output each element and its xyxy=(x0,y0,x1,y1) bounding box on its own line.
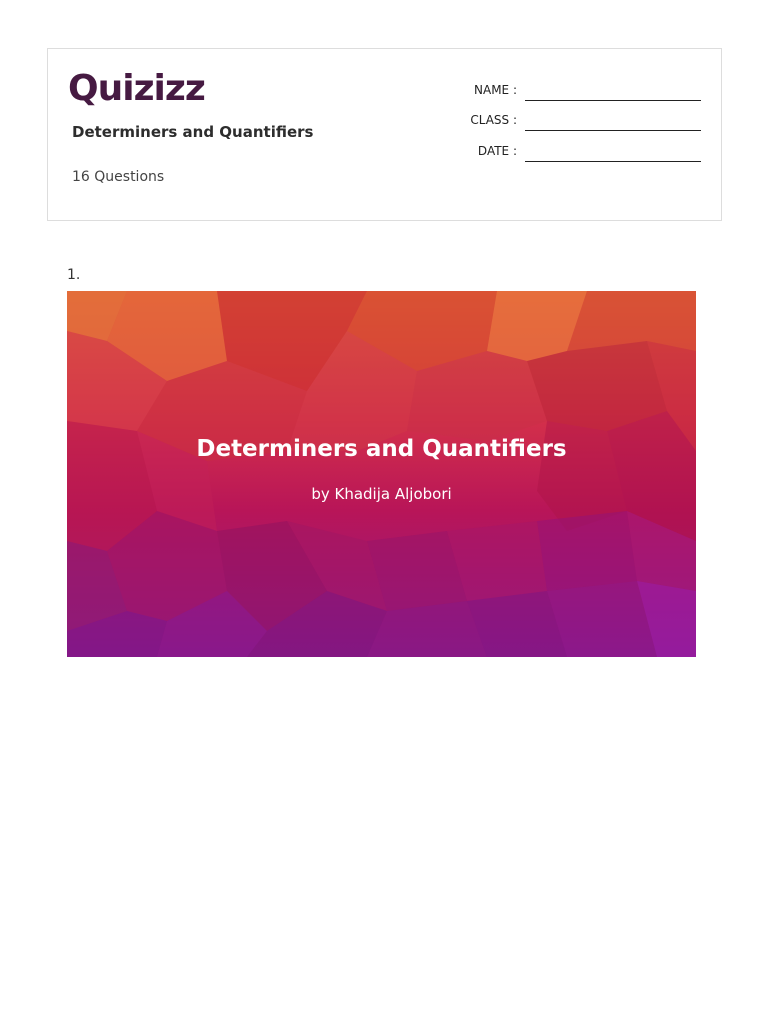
date-label: DATE : xyxy=(477,144,517,158)
title-slide-image xyxy=(67,291,696,657)
quizizz-logo: Quizizz xyxy=(68,68,205,109)
date-field[interactable] xyxy=(461,144,701,164)
polygon-background xyxy=(67,291,696,657)
question-count: 16 Questions xyxy=(72,169,165,185)
slide-author: by Khadija Aljobori xyxy=(311,485,452,503)
worksheet-header xyxy=(47,48,722,221)
question-number: 1. xyxy=(67,267,81,283)
name-label: NAME : xyxy=(474,83,517,97)
name-field[interactable] xyxy=(461,83,701,103)
class-label: CLASS : xyxy=(470,113,517,127)
slide-title: Determiners and Quantifiers xyxy=(196,436,567,462)
class-field[interactable] xyxy=(461,113,701,133)
date-line[interactable] xyxy=(525,161,701,162)
worksheet-title: Determiners and Quantifiers xyxy=(72,123,314,141)
class-line[interactable] xyxy=(525,130,701,131)
name-line[interactable] xyxy=(525,100,701,101)
